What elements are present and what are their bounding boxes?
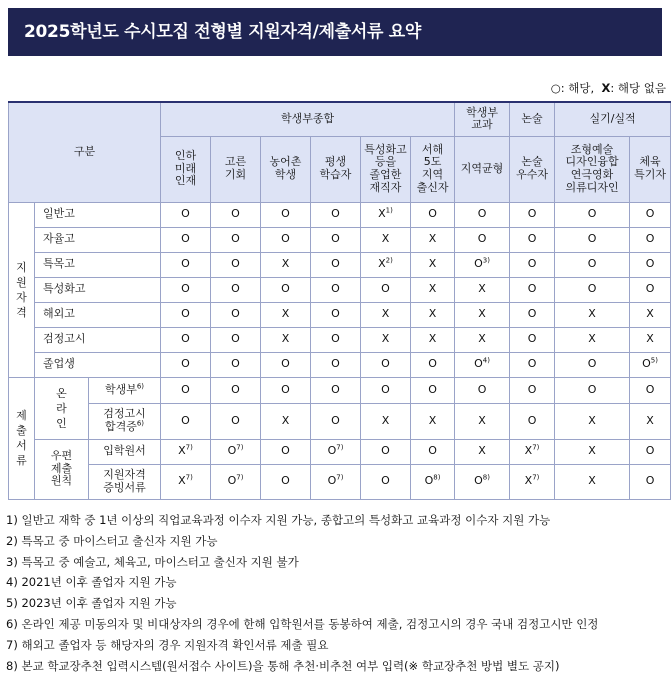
- footnote-item: 1) 일반고 재학 중 1년 이상의 직업교육과정 이수자 지원 가능, 종합고의 특성화고 교육과정 이수자 지원 가능: [6, 513, 551, 527]
- footnote-ref: 7): [336, 473, 344, 482]
- column-header: 특성화고 등을 졸업한 재직자: [361, 136, 411, 202]
- footnote-item: 2) 특목고 중 마이스터고 출신자 지원 가능: [6, 533, 218, 548]
- table-cell: X: [411, 327, 455, 352]
- table-row: [9, 464, 671, 499]
- table-cell: O: [555, 377, 630, 403]
- table-cell: $O^{7)}$: [211, 439, 261, 464]
- table-cell: X: [261, 302, 311, 327]
- table-cell: O: [261, 277, 311, 302]
- table-cell: O: [311, 352, 361, 377]
- table-cell: O: [510, 202, 555, 227]
- table-row: [9, 277, 671, 302]
- footnote-ref: 7): [532, 443, 540, 452]
- table-cell: O: [161, 377, 211, 403]
- table-row: [9, 403, 671, 439]
- footnote-ref: 3): [482, 256, 490, 265]
- table-cell: X: [455, 277, 510, 302]
- table-row: [9, 252, 671, 277]
- table-cell: O: [161, 277, 211, 302]
- table-cell: $X^{1)}$: [361, 202, 411, 227]
- table-cell: O: [311, 403, 361, 439]
- table-cell: $O^{8)}$: [455, 464, 510, 499]
- table-cell: O: [211, 377, 261, 403]
- table-row: [9, 327, 671, 352]
- table-cell: O: [411, 439, 455, 464]
- table-cell: O: [161, 252, 211, 277]
- table-cell: X: [411, 277, 455, 302]
- table-cell: $X^{7)}$: [161, 464, 211, 499]
- section-documents: [9, 377, 35, 499]
- legend-x-label: : 해당 없음: [610, 81, 666, 95]
- sub-online: [35, 377, 89, 439]
- table-cell: $O^{7)}$: [311, 464, 361, 499]
- table-cell: O: [261, 352, 311, 377]
- footnote-ref: 4): [482, 356, 490, 365]
- column-header: 고른 기회: [211, 136, 261, 202]
- table-cell: O: [630, 377, 671, 403]
- table-cell: O: [211, 227, 261, 252]
- table-cell: $X^{7)}$: [510, 439, 555, 464]
- table-cell: O: [161, 227, 211, 252]
- corner-header: 구분: [9, 102, 161, 202]
- table-cell: O: [311, 252, 361, 277]
- footnote-ref: 7): [236, 473, 244, 482]
- footnote-item: 5) 2023년 이후 졸업자 지원 가능: [6, 596, 177, 611]
- table-cell: O: [630, 439, 671, 464]
- legend-x-symbol: X: [601, 81, 611, 95]
- footnote-ref: 7): [236, 443, 244, 452]
- table-cell: O: [555, 227, 630, 252]
- column-header: 논술 우수자: [510, 136, 555, 202]
- table-cell: O: [510, 377, 555, 403]
- section-eligibility: [9, 202, 35, 377]
- table-cell: X: [555, 302, 630, 327]
- footnote-item: 4) 2021년 이후 졸업자 지원 가능: [6, 575, 177, 590]
- table-cell: O: [555, 252, 630, 277]
- table-cell: O: [161, 403, 211, 439]
- table-cell: O: [510, 327, 555, 352]
- table-cell: X: [630, 327, 671, 352]
- summary-table: [8, 101, 671, 500]
- row-label: 해외고: [35, 302, 161, 327]
- table-cell: O: [555, 202, 630, 227]
- table-cell: O: [510, 227, 555, 252]
- table-cell: O: [311, 377, 361, 403]
- column-header: 조형예술 디자인융합 연극영화 의류디자인: [555, 136, 630, 202]
- table-cell: $O^{7)}$: [211, 464, 261, 499]
- footnote-ref: 5): [650, 356, 658, 365]
- table-cell: O: [361, 352, 411, 377]
- table-row: [9, 439, 671, 464]
- table-cell: O: [510, 252, 555, 277]
- table-cell: O: [555, 277, 630, 302]
- table-cell: O: [510, 302, 555, 327]
- footnote-ref: 7): [185, 473, 193, 482]
- column-header: 농어촌 학생: [261, 136, 311, 202]
- table-cell: X: [555, 464, 630, 499]
- row-label: 특목고: [35, 252, 161, 277]
- column-header: 인하 미래 인재: [161, 136, 211, 202]
- table-cell: X: [630, 403, 671, 439]
- table-cell: O: [361, 377, 411, 403]
- footnote-ref: 6): [136, 419, 145, 428]
- vertical-label-text: 지 원 자 격: [16, 260, 27, 319]
- table-cell: O: [311, 202, 361, 227]
- footnote-ref: 1): [385, 206, 393, 215]
- table-cell: O: [161, 327, 211, 352]
- table-cell: O: [510, 403, 555, 439]
- footnote-ref: 7): [336, 443, 344, 452]
- table-cell: O: [161, 352, 211, 377]
- table-cell: X: [630, 302, 671, 327]
- footnote-item: 3) 특목고 중 예술고, 체육고, 마이스터고 출신자 지원 불가: [6, 554, 299, 569]
- footnote-ref: 8): [482, 473, 490, 482]
- table-cell: O: [311, 302, 361, 327]
- table-cell: O: [411, 352, 455, 377]
- table-cell: X: [411, 227, 455, 252]
- table-cell: $X^{7)}$: [510, 464, 555, 499]
- footnotes: [6, 510, 672, 676]
- table-cell: $O^{3)}$: [455, 252, 510, 277]
- table-cell: X: [455, 439, 510, 464]
- table-cell: O: [211, 302, 261, 327]
- table-cell: X: [555, 439, 630, 464]
- row-label: 입학원서: [89, 439, 161, 464]
- table-cell: O: [630, 277, 671, 302]
- table-row: [9, 227, 671, 252]
- column-header: 평생 학습자: [311, 136, 361, 202]
- legend-o-symbol: ○: [550, 81, 561, 95]
- group-header: 논술: [510, 102, 555, 136]
- table-cell: O: [261, 439, 311, 464]
- table-cell: O: [211, 277, 261, 302]
- table-cell: $X^{7)}$: [161, 439, 211, 464]
- row-label: 검정고시 합격증$^{6)}$: [89, 403, 161, 439]
- table-cell: O: [161, 202, 211, 227]
- group-header: 학생부 교과: [455, 102, 510, 136]
- table-cell: O: [311, 327, 361, 352]
- table-cell: O: [411, 377, 455, 403]
- table-cell: O: [361, 464, 411, 499]
- table-cell: O: [211, 403, 261, 439]
- footnote-ref: 2): [385, 256, 393, 265]
- vertical-label-text: 제 출 서 류: [16, 409, 27, 467]
- table-cell: O: [455, 202, 510, 227]
- table-cell: O: [261, 202, 311, 227]
- table-cell: X: [361, 327, 411, 352]
- table-cell: O: [555, 352, 630, 377]
- legend: [551, 80, 666, 96]
- table-cell: X: [555, 327, 630, 352]
- table-cell: O: [311, 227, 361, 252]
- table-cell: X: [455, 327, 510, 352]
- table-cell: X: [555, 403, 630, 439]
- footnote-ref: 8): [433, 473, 441, 482]
- table-cell: O: [630, 252, 671, 277]
- table-cell: X: [361, 227, 411, 252]
- table-cell: X: [261, 252, 311, 277]
- row-label: 일반고: [35, 202, 161, 227]
- group-header: 학생부종합: [161, 102, 455, 136]
- legend-o-label: : 해당,: [560, 81, 595, 95]
- table-row: [9, 377, 671, 403]
- table-cell: O: [630, 227, 671, 252]
- table-cell: O: [510, 352, 555, 377]
- table-cell: $X^{2)}$: [361, 252, 411, 277]
- table-cell: X: [411, 302, 455, 327]
- table-cell: X: [411, 252, 455, 277]
- row-label: 지원자격 증빙서류: [89, 464, 161, 499]
- table-cell: O: [455, 227, 510, 252]
- group-header: 실기/실적: [555, 102, 671, 136]
- row-label: 졸업생: [35, 352, 161, 377]
- table-cell: O: [361, 277, 411, 302]
- table-cell: O: [455, 377, 510, 403]
- table-cell: $O^{5)}$: [630, 352, 671, 377]
- table-cell: O: [211, 252, 261, 277]
- row-label: 학생부$^{6)}$: [89, 377, 161, 403]
- table-cell: O: [261, 227, 311, 252]
- table-cell: O: [361, 439, 411, 464]
- column-header: 서해 5도 지역 출신자: [411, 136, 455, 202]
- table-cell: X: [411, 403, 455, 439]
- table-cell: X: [361, 302, 411, 327]
- table-cell: $O^{7)}$: [311, 439, 361, 464]
- table-cell: O: [411, 202, 455, 227]
- table-cell: O: [510, 277, 555, 302]
- table-cell: O: [261, 464, 311, 499]
- table-cell: O: [261, 377, 311, 403]
- footnote-item: 7) 해외고 졸업자 등 해당자의 경우 지원자격 확인서류 제출 필요: [6, 637, 329, 652]
- table-cell: O: [211, 327, 261, 352]
- table-cell: O: [211, 352, 261, 377]
- table-cell: X: [455, 302, 510, 327]
- footnote-ref: 7): [185, 443, 193, 452]
- footnote-ref: 7): [532, 473, 540, 482]
- table-cell: X: [455, 403, 510, 439]
- table-cell: X: [261, 403, 311, 439]
- table-cell: O: [630, 202, 671, 227]
- row-label: 자율고: [35, 227, 161, 252]
- page-title: 2025학년도 수시모집 전형별 지원자격/제출서류 요약: [8, 8, 662, 56]
- table-cell: X: [361, 403, 411, 439]
- table-cell: O: [211, 202, 261, 227]
- table-cell: $O^{4)}$: [455, 352, 510, 377]
- column-header: 체육 특기자: [630, 136, 671, 202]
- table-cell: $O^{8)}$: [411, 464, 455, 499]
- row-label: 특성화고: [35, 277, 161, 302]
- footnote-item: 8) 본교 학교장추천 입력시스템(원서접수 사이트)을 통해 추천·비추천 여부 입력(※ 학교장추천 방법 별도 공지): [6, 658, 560, 673]
- table-cell: O: [311, 277, 361, 302]
- table-row: [9, 352, 671, 377]
- table-cell: O: [630, 464, 671, 499]
- table-cell: X: [261, 327, 311, 352]
- sub-postal: 우편 제출 원칙: [35, 439, 89, 499]
- table-cell: O: [161, 302, 211, 327]
- column-header: 지역균형: [455, 136, 510, 202]
- table-row: [9, 202, 671, 227]
- row-label: 검정고시: [35, 327, 161, 352]
- table-row: [9, 302, 671, 327]
- footnote-ref: 6): [136, 382, 145, 391]
- footnote-item: 6) 온라인 제공 미동의자 및 비대상자의 경우에 한해 입학원서를 동봉하여 제출, 검정고시의 경우 국내 검정고시만 인정: [6, 616, 599, 631]
- vertical-label-text: 온 라 인: [56, 386, 67, 430]
